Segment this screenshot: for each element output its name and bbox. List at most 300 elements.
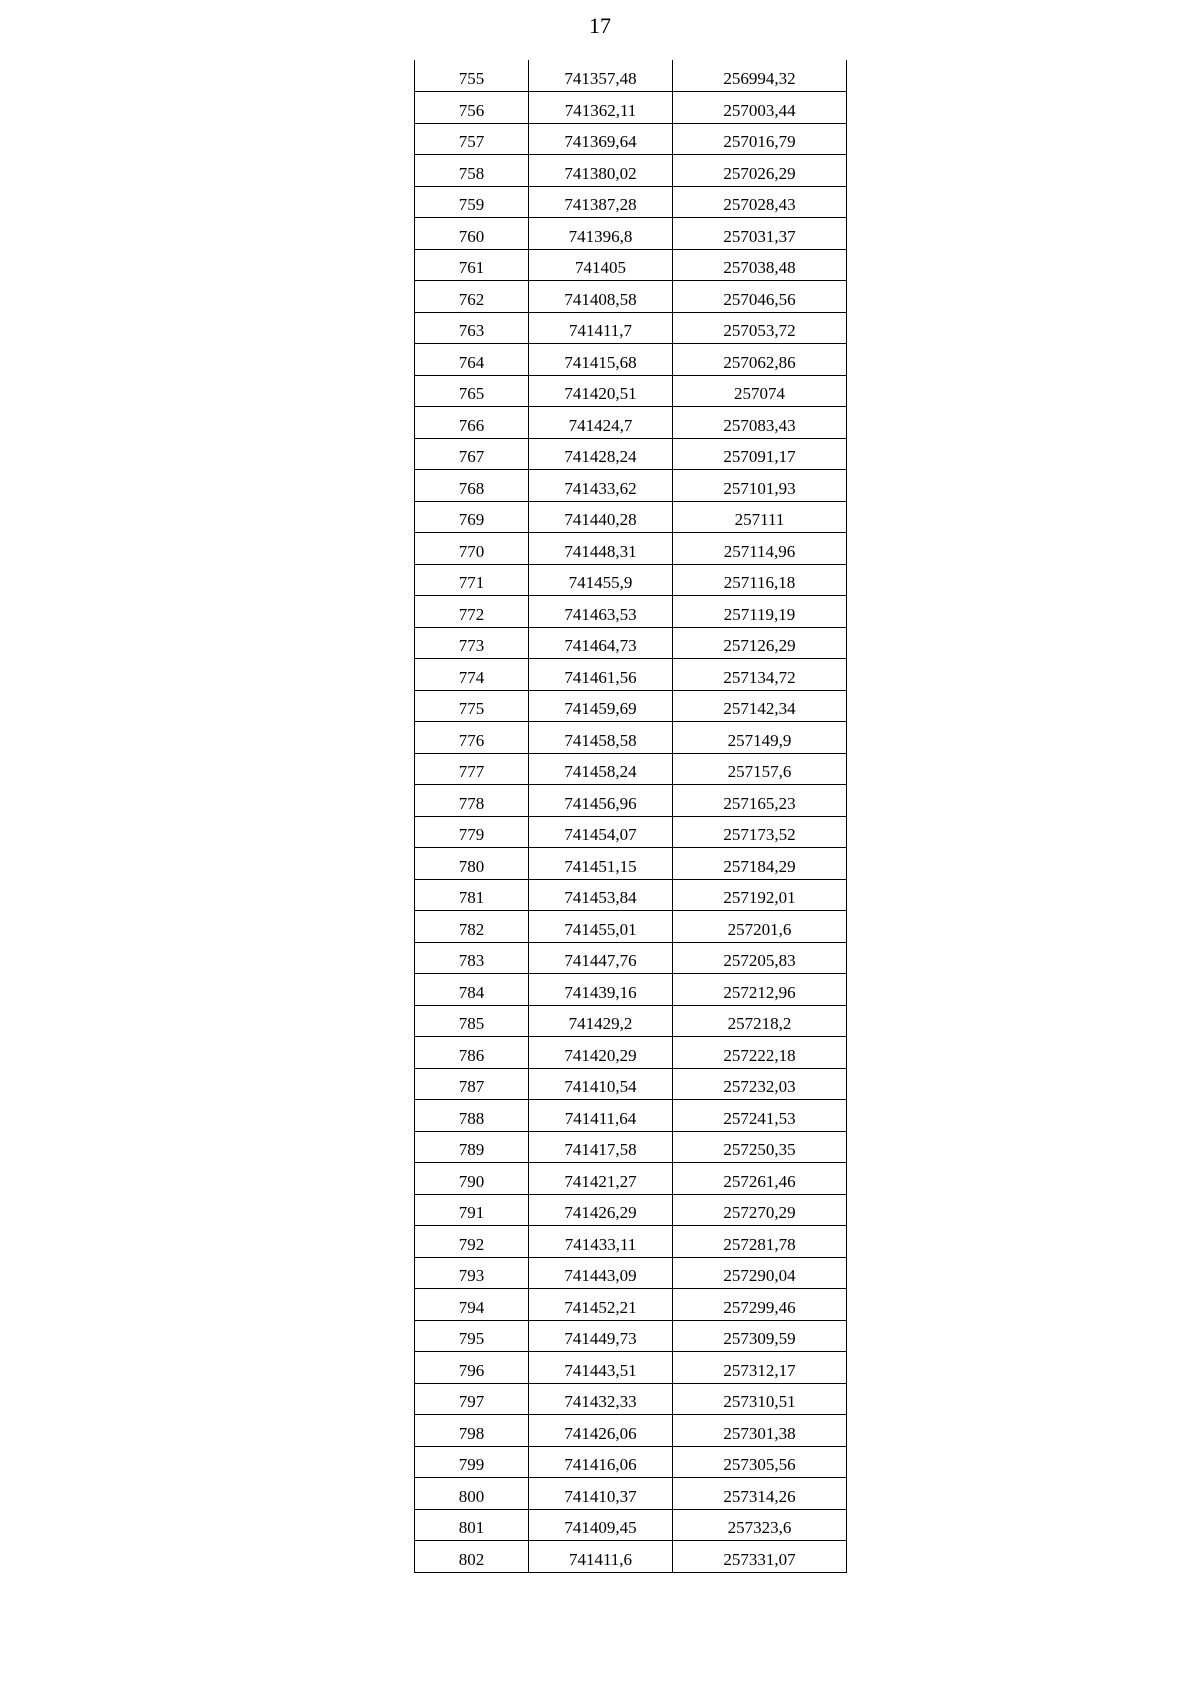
table-row [415,407,847,439]
coordinates-table-body [415,60,847,1572]
point-number-cell [415,438,529,470]
table-row [415,690,847,722]
table-row [415,722,847,754]
cell-value: 772 [458,604,485,624]
cell-value: 257026,29 [723,163,796,183]
cell-value: 773 [458,636,485,655]
y-coordinate-cell [673,1289,847,1321]
x-coordinate-cell [529,1037,673,1069]
point-number-cell [415,470,529,502]
cell-value: 769 [458,510,485,529]
table-row [415,218,847,250]
cell-value: 741454,07 [564,825,637,844]
table-row [415,911,847,943]
table-row [415,942,847,974]
cell-value: 257119,19 [723,604,796,624]
cell-value: 257184,29 [723,856,796,876]
x-coordinate-cell [529,1446,673,1478]
cell-value: 741433,62 [564,478,637,498]
table-row [415,1509,847,1541]
cell-value: 257157,6 [727,762,792,781]
x-coordinate-cell [529,942,673,974]
table-row [415,1068,847,1100]
x-coordinate-cell [529,1194,673,1226]
cell-value: 790 [458,1171,485,1191]
x-coordinate-cell [529,879,673,911]
table-row [415,501,847,533]
point-number-cell [415,1068,529,1100]
cell-value: 757 [458,132,485,151]
cell-value: 257323,6 [727,1518,792,1537]
point-number-cell [415,564,529,596]
cell-value: 795 [458,1329,485,1348]
cell-value: 756 [458,100,485,120]
point-number-cell [415,1257,529,1289]
y-coordinate-cell [673,186,847,218]
y-coordinate-cell [673,155,847,187]
x-coordinate-cell [529,155,673,187]
cell-value: 784 [458,982,485,1002]
point-number-cell [415,281,529,313]
cell-value: 782 [458,919,485,939]
cell-value: 767 [458,447,485,466]
cell-value: 789 [458,1140,485,1159]
point-number-cell [415,1226,529,1258]
cell-value: 257101,93 [723,478,796,498]
y-coordinate-cell [673,596,847,628]
x-coordinate-cell [529,1226,673,1258]
cell-value: 257312,17 [723,1360,796,1380]
y-coordinate-cell [673,60,847,92]
y-coordinate-cell [673,690,847,722]
y-coordinate-cell [673,123,847,155]
table-row [415,123,847,155]
cell-value: 257126,29 [723,636,796,655]
cell-value: 741410,37 [564,1486,637,1506]
cell-value: 792 [458,1234,485,1254]
cell-value: 741458,58 [564,730,637,750]
cell-value: 788 [458,1108,485,1128]
table-row [415,438,847,470]
cell-value: 741448,31 [564,541,637,561]
table-row [415,753,847,785]
y-coordinate-cell [673,942,847,974]
point-number-cell [415,533,529,565]
x-coordinate-cell [529,1415,673,1447]
cell-value: 257205,83 [723,951,796,970]
table-row [415,470,847,502]
x-coordinate-cell [529,753,673,785]
table-row [415,312,847,344]
x-coordinate-cell [529,249,673,281]
point-number-cell [415,1446,529,1478]
x-coordinate-cell [529,659,673,691]
table-row [415,1194,847,1226]
table-row [415,816,847,848]
cell-value: 257165,23 [723,793,796,813]
table-row [415,1037,847,1069]
y-coordinate-cell [673,785,847,817]
cell-value: 741459,69 [564,699,637,718]
cell-value: 760 [458,226,485,246]
x-coordinate-cell [529,218,673,250]
y-coordinate-cell [673,1478,847,1510]
point-number-cell [415,785,529,817]
cell-value: 741369,64 [564,132,637,151]
point-number-cell [415,218,529,250]
table-row [415,1226,847,1258]
y-coordinate-cell [673,1163,847,1195]
cell-value: 793 [458,1266,485,1285]
cell-value: 741440,28 [564,510,637,529]
table-row [415,92,847,124]
table-row [415,1383,847,1415]
x-coordinate-cell [529,1541,673,1573]
y-coordinate-cell [673,407,847,439]
cell-value: 741428,24 [564,447,637,466]
y-coordinate-cell [673,1541,847,1573]
cell-value: 797 [458,1392,485,1411]
table-row [415,848,847,880]
cell-value: 741461,56 [564,667,637,687]
cell-value: 257046,56 [723,289,796,309]
y-coordinate-cell [673,753,847,785]
cell-value: 758 [458,163,485,183]
x-coordinate-cell [529,501,673,533]
point-number-cell [415,1131,529,1163]
x-coordinate-cell [529,1509,673,1541]
page-number: 17 [589,13,611,38]
y-coordinate-cell [673,1226,847,1258]
x-coordinate-cell [529,1163,673,1195]
cell-value: 777 [458,762,485,781]
cell-value: 257003,44 [723,100,796,120]
table-row [415,659,847,691]
point-number-cell [415,690,529,722]
y-coordinate-cell [673,659,847,691]
point-number-cell [415,155,529,187]
y-coordinate-cell [673,218,847,250]
cell-value: 257201,6 [727,919,792,939]
point-number-cell [415,249,529,281]
table-row [415,281,847,313]
y-coordinate-cell [673,281,847,313]
table-row [415,1320,847,1352]
x-coordinate-cell [529,1289,673,1321]
point-number-cell [415,1005,529,1037]
table-row [415,375,847,407]
cell-value: 257331,07 [723,1549,796,1569]
cell-value: 257314,26 [723,1486,796,1506]
y-coordinate-cell [673,627,847,659]
y-coordinate-cell [673,1509,847,1541]
y-coordinate-cell [673,438,847,470]
point-number-cell [415,974,529,1006]
x-coordinate-cell [529,690,673,722]
x-coordinate-cell [529,1320,673,1352]
point-number-cell [415,186,529,218]
x-coordinate-cell [529,848,673,880]
cell-value: 780 [458,856,485,876]
point-number-cell [415,816,529,848]
y-coordinate-cell [673,1446,847,1478]
cell-value: 257142,34 [723,699,796,718]
y-coordinate-cell [673,92,847,124]
x-coordinate-cell [529,1352,673,1384]
y-coordinate-cell [673,312,847,344]
y-coordinate-cell [673,974,847,1006]
x-coordinate-cell [529,1131,673,1163]
table-row [415,1289,847,1321]
y-coordinate-cell [673,501,847,533]
cell-value: 257031,37 [723,226,796,246]
cell-value: 741447,76 [564,951,637,970]
table-row [415,344,847,376]
cell-value: 761 [458,258,485,277]
cell-value: 763 [458,321,485,340]
cell-value: 257309,59 [723,1329,796,1348]
y-coordinate-cell [673,564,847,596]
cell-value: 768 [458,478,485,498]
cell-value: 741408,58 [564,289,637,309]
cell-value: 779 [458,825,485,844]
point-number-cell [415,942,529,974]
x-coordinate-cell [529,186,673,218]
cell-value: 257149,9 [727,730,792,750]
table-row [415,533,847,565]
x-coordinate-cell [529,312,673,344]
x-coordinate-cell [529,60,673,92]
point-number-cell [415,1100,529,1132]
cell-value: 775 [458,699,485,718]
table-row [415,60,847,92]
table-row [415,974,847,1006]
point-number-cell [415,879,529,911]
cell-value: 741426,29 [564,1203,637,1222]
cell-value: 257038,48 [723,258,796,277]
x-coordinate-cell [529,785,673,817]
cell-value: 741456,96 [564,793,637,813]
cell-value: 786 [458,1045,485,1065]
cell-value: 741420,29 [564,1045,637,1065]
cell-value: 771 [458,573,485,592]
cell-value: 257301,38 [723,1423,796,1443]
x-coordinate-cell [529,564,673,596]
y-coordinate-cell [673,1131,847,1163]
y-coordinate-cell [673,722,847,754]
cell-value: 766 [458,415,485,435]
x-coordinate-cell [529,92,673,124]
point-number-cell [415,1352,529,1384]
cell-value: 741433,11 [564,1234,637,1254]
cell-value: 741396,8 [568,226,633,246]
cell-value: 755 [458,69,485,88]
cell-value: 741443,51 [564,1360,637,1380]
cell-value: 741409,45 [564,1518,637,1537]
x-coordinate-cell [529,344,673,376]
point-number-cell [415,1509,529,1541]
x-coordinate-cell [529,816,673,848]
y-coordinate-cell [673,911,847,943]
cell-value: 257192,01 [723,888,796,907]
cell-value: 800 [458,1486,485,1506]
x-coordinate-cell [529,974,673,1006]
cell-value: 257116,18 [723,573,796,592]
y-coordinate-cell [673,1257,847,1289]
cell-value: 256994,32 [723,69,796,88]
cell-value: 257299,46 [723,1297,796,1317]
y-coordinate-cell [673,1194,847,1226]
cell-value: 741463,53 [564,604,637,624]
cell-value: 801 [458,1518,485,1537]
point-number-cell [415,92,529,124]
cell-value: 741455,9 [568,573,633,592]
point-number-cell [415,1289,529,1321]
cell-value: 798 [458,1423,485,1443]
cell-value: 741417,58 [564,1140,637,1159]
y-coordinate-cell [673,1352,847,1384]
cell-value: 785 [458,1014,485,1033]
table-row [415,1415,847,1447]
y-coordinate-cell [673,470,847,502]
cell-value: 257241,53 [723,1108,796,1128]
y-coordinate-cell [673,1100,847,1132]
cell-value: 257290,04 [723,1266,796,1285]
x-coordinate-cell [529,722,673,754]
cell-value: 741387,28 [564,195,637,214]
x-coordinate-cell [529,123,673,155]
y-coordinate-cell [673,249,847,281]
cell-value: 257222,18 [723,1045,796,1065]
x-coordinate-cell [529,470,673,502]
cell-value: 741453,84 [564,888,637,907]
cell-value: 783 [458,951,485,970]
cell-value: 257114,96 [723,541,796,561]
y-coordinate-cell [673,1383,847,1415]
cell-value: 257053,72 [723,321,796,340]
y-coordinate-cell [673,1037,847,1069]
cell-value: 741443,09 [564,1266,637,1285]
cell-value: 778 [458,793,485,813]
y-coordinate-cell [673,1068,847,1100]
table-row [415,1163,847,1195]
point-number-cell [415,848,529,880]
x-coordinate-cell [529,438,673,470]
table-row [415,1541,847,1573]
cell-value: 257074 [734,384,785,403]
x-coordinate-cell [529,375,673,407]
y-coordinate-cell [673,344,847,376]
point-number-cell [415,911,529,943]
table-row [415,155,847,187]
point-number-cell [415,1383,529,1415]
cell-value: 759 [458,195,485,214]
cell-value: 257261,46 [723,1171,796,1191]
table-row [415,564,847,596]
cell-value: 741452,21 [564,1297,637,1317]
cell-value: 741449,73 [564,1329,637,1348]
cell-value: 741421,27 [564,1171,637,1191]
cell-value: 257028,43 [723,195,796,214]
y-coordinate-cell [673,375,847,407]
y-coordinate-cell [673,816,847,848]
point-number-cell [415,501,529,533]
table-row [415,1100,847,1132]
cell-value: 765 [458,384,485,403]
cell-value: 776 [458,730,485,750]
point-number-cell [415,375,529,407]
y-coordinate-cell [673,1005,847,1037]
cell-value: 741420,51 [564,384,637,403]
cell-value: 741357,48 [564,69,637,88]
cell-value: 257134,72 [723,667,796,687]
cell-value: 741429,2 [568,1014,633,1033]
y-coordinate-cell [673,1415,847,1447]
y-coordinate-cell [673,533,847,565]
cell-value: 741432,33 [564,1392,637,1411]
point-number-cell [415,123,529,155]
cell-value: 257091,17 [723,447,796,466]
cell-value: 741426,06 [564,1423,637,1443]
cell-value: 802 [458,1549,485,1569]
table-row [415,1478,847,1510]
x-coordinate-cell [529,1383,673,1415]
x-coordinate-cell [529,407,673,439]
x-coordinate-cell [529,1068,673,1100]
x-coordinate-cell [529,1257,673,1289]
cell-value: 257083,43 [723,415,796,435]
point-number-cell [415,1194,529,1226]
cell-value: 799 [458,1455,485,1474]
point-number-cell [415,1320,529,1352]
cell-value: 741458,24 [564,762,637,781]
cell-value: 741410,54 [564,1077,637,1096]
cell-value: 741439,16 [564,982,637,1002]
point-number-cell [415,60,529,92]
table-row [415,1131,847,1163]
table-row [415,1446,847,1478]
x-coordinate-cell [529,1100,673,1132]
point-number-cell [415,1037,529,1069]
cell-value: 781 [458,888,485,907]
point-number-cell [415,1415,529,1447]
cell-value: 257218,2 [727,1014,792,1033]
cell-value: 741424,7 [568,415,633,435]
y-coordinate-cell [673,879,847,911]
cell-value: 741405 [575,258,626,277]
point-number-cell [415,1541,529,1573]
table-row [415,249,847,281]
y-coordinate-cell [673,848,847,880]
cell-value: 257310,51 [723,1392,796,1411]
table-row [415,785,847,817]
point-number-cell [415,722,529,754]
cell-value: 741411,64 [564,1108,637,1128]
x-coordinate-cell [529,627,673,659]
x-coordinate-cell [529,281,673,313]
cell-value: 791 [458,1203,485,1222]
point-number-cell [415,596,529,628]
coordinates-table [414,60,847,1573]
cell-value: 257305,56 [723,1455,796,1474]
cell-value: 741380,02 [564,163,637,183]
cell-value: 257111 [734,510,785,529]
cell-value: 741415,68 [564,352,637,372]
cell-value: 764 [458,352,485,372]
table-row [415,186,847,218]
point-number-cell [415,1478,529,1510]
point-number-cell [415,312,529,344]
